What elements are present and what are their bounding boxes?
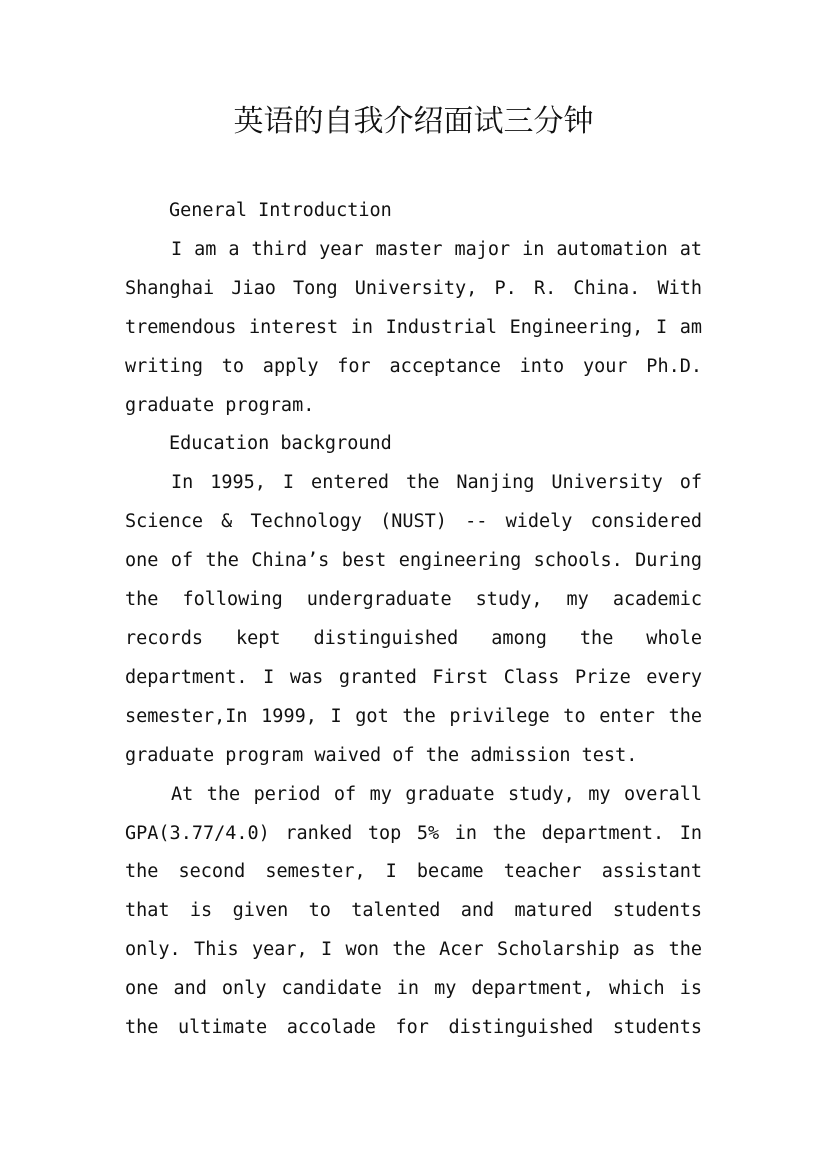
paragraph-introduction: I am a third year master major in automation at Shanghai Jiao Tong University, P. R. China. With tremendous interest in Industrial Engineering, I am writing to apply for acceptance into your Ph.D. graduate program. (125, 238, 702, 416)
section-heading-education-background: Education background (169, 433, 392, 455)
document-title: 英语的自我介绍面试三分钟 (233, 104, 594, 139)
document-body (125, 192, 702, 1048)
paragraph-graduate: At the period of my graduate study, my overall GPA(3.77/4.0) ranked top 5% in the department. In the second semester, I became teacher assistant that is given to talented and matured students only. This year, I won the Acer Scholarship as the one and only candidate in my department, which is the ultimate accolade for distinguished students (125, 783, 702, 1039)
section-heading-general-introduction: General Introduction (169, 200, 392, 221)
paragraph-undergraduate: In 1995, I entered the Nanjing University of Science & Technology (NUST) -- widely considered one of the China’s best engineering schools. During the following undergraduate study, my academic records kept distinguished among the whole department. I was granted First Class Prize every semester,In 1999, I got the privilege to enter the graduate program waived of the admission test. (125, 472, 702, 766)
